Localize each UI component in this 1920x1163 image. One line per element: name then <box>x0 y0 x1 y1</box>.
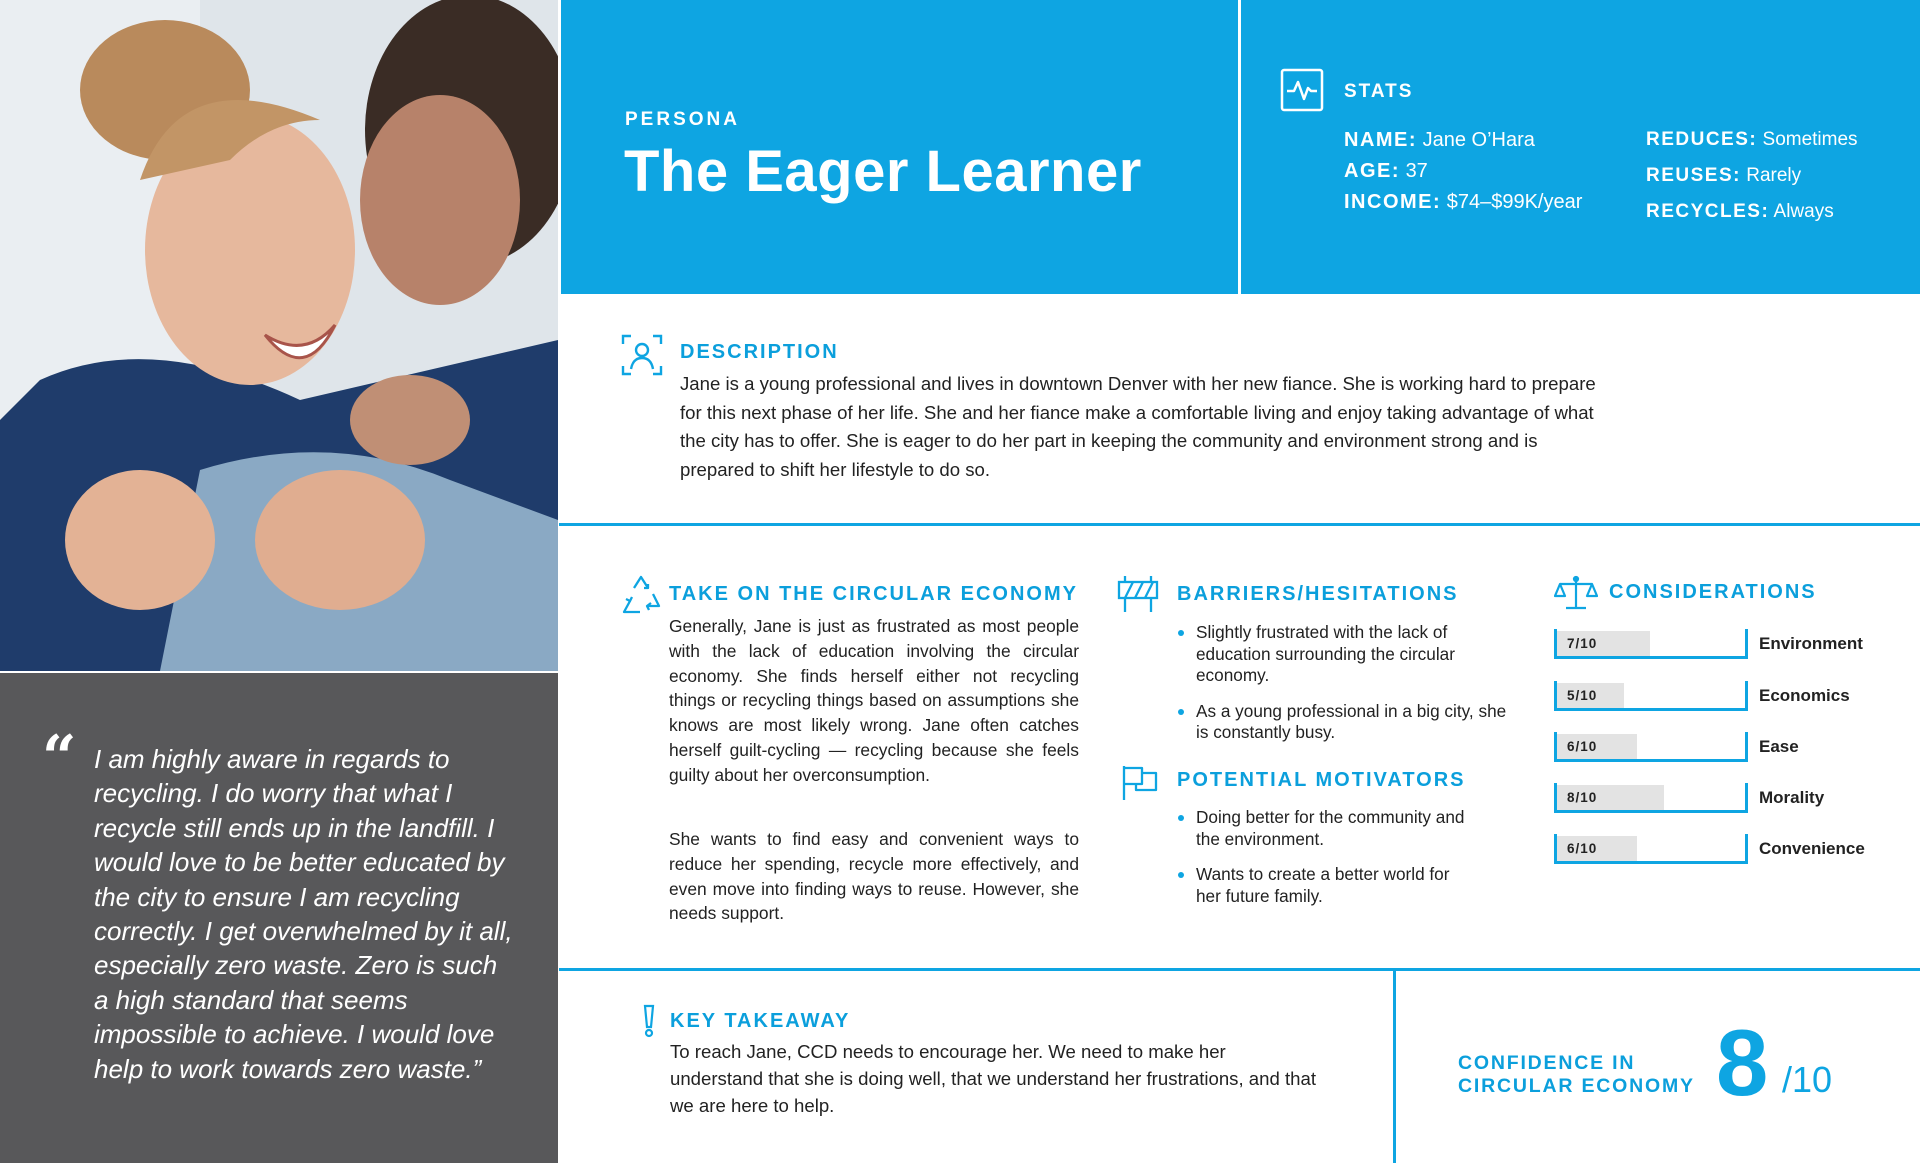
circular-paragraph-2: She wants to find easy and convenient ways to reduce her spending, recycle more effectively, and even move into finding ways to reuse. However, she needs support. <box>669 829 1079 924</box>
consideration-bar-end <box>1745 681 1748 711</box>
flag-icon <box>1120 762 1160 802</box>
stat-age <box>1344 160 1428 183</box>
consideration-score: 7/10 <box>1567 636 1598 651</box>
stat-recycles <box>1646 201 1834 223</box>
persona-title: The Eager Learner <box>624 139 1142 204</box>
consideration-bar <box>1554 681 1748 711</box>
stat-age-label: AGE: <box>1344 160 1400 182</box>
quote-mark-icon: “ <box>42 723 77 793</box>
consideration-bar <box>1554 783 1748 813</box>
considerations-heading: CONSIDERATIONS <box>1609 581 1817 603</box>
persona-photo <box>0 0 558 671</box>
consideration-bar-end <box>1745 732 1748 762</box>
confidence-label-line1: CONFIDENCE IN <box>1458 1052 1636 1074</box>
stat-reuses-value: Rarely <box>1746 165 1802 186</box>
motivators-heading: POTENTIAL MOTIVATORS <box>1177 769 1466 791</box>
exclamation-icon <box>642 1004 656 1038</box>
description-text: Jane is a young professional and lives in downtown Denver with her new fiance. She is working hard to prepare for this next phase of her life. She and her fiance make a comfortable living and enjoy taking advantage of what the city has to offer. She is eager to do her part in keeping the community and environment strong and is prepared to shift her lifestyle to do so. <box>680 373 1596 480</box>
stat-income-label: INCOME: <box>1344 191 1442 213</box>
consideration-label: Economics <box>1759 686 1850 705</box>
confidence-score: 8 <box>1716 1010 1769 1115</box>
motivators-list <box>1176 807 1476 921</box>
circular-heading: TAKE ON THE CIRCULAR ECONOMY <box>669 583 1078 605</box>
consideration-bar-start <box>1554 783 1557 813</box>
stat-income <box>1344 191 1582 214</box>
consideration-bar-end <box>1745 834 1748 864</box>
barrier-item: As a young professional in a big city, she is constantly busy. <box>1176 701 1521 744</box>
consideration-bar <box>1554 732 1748 762</box>
takeaway-text: To reach Jane, CCD needs to encourage her. We need to make her understand that she is doing well, that we understand her frustrations, and that we are here to help. <box>670 1041 1317 1116</box>
stat-recycles-label: RECYCLES: <box>1646 201 1770 222</box>
consideration-score: 6/10 <box>1567 739 1598 754</box>
barrier-icon <box>1117 574 1159 614</box>
consideration-score: 5/10 <box>1567 688 1598 703</box>
stat-name-value: Jane O’Hara <box>1422 129 1535 151</box>
consideration-score: 8/10 <box>1567 790 1598 805</box>
consideration-bar-base <box>1554 759 1748 762</box>
header-divider <box>1238 0 1241 294</box>
barriers-list <box>1176 622 1521 758</box>
stat-name-label: NAME: <box>1344 129 1418 151</box>
section-divider-vertical <box>1393 968 1396 1163</box>
persona-quote: I am highly aware in regards to recycling. I do worry that what I recycle still ends up in the landfill. I would love to be better educated by the city to ensure I am recycling correctly. I get overwhelmed by it all, especially zero waste. Zero is such a high standard that seems impossible to achieve. I would love help to work towards zero waste.” <box>94 744 513 1084</box>
section-divider <box>559 968 1920 971</box>
consideration-score: 6/10 <box>1567 841 1598 856</box>
confidence-denominator: /10 <box>1782 1059 1833 1100</box>
persona-eyebrow: PERSONA <box>625 109 740 130</box>
circular-paragraph-1: Generally, Jane is just as frustrated as most people with the lack of education involving the circular economy. She finds herself either not recycling things or recycling things based on assumptions she knows are most likely wrong. Jane often catches herself guilt-cycling — recycling because she feels guilty about her overconsumption. <box>669 616 1079 785</box>
person-scan-icon <box>621 334 663 376</box>
barrier-item: Slightly frustrated with the lack of education surrounding the circular economy. <box>1176 622 1521 687</box>
consideration-label: Convenience <box>1759 839 1865 858</box>
stat-age-value: 37 <box>1405 160 1428 182</box>
motivator-item: Doing better for the community and the environment. <box>1176 807 1476 850</box>
consideration-bar-base <box>1554 708 1748 711</box>
couple-photo-illustration <box>0 0 558 671</box>
stat-reduces-value: Sometimes <box>1762 129 1858 150</box>
consideration-bar <box>1554 834 1748 864</box>
stat-reuses-label: REUSES: <box>1646 165 1741 186</box>
consideration-bar-end <box>1745 783 1748 813</box>
scales-icon <box>1554 574 1598 610</box>
consideration-bar-start <box>1554 629 1557 659</box>
consideration-label: Environment <box>1759 634 1863 653</box>
stat-reuses <box>1646 165 1801 187</box>
consideration-bar-base <box>1554 810 1748 813</box>
consideration-bar <box>1554 629 1748 659</box>
section-divider <box>559 523 1920 526</box>
confidence-label <box>1458 1052 1695 1097</box>
stat-reduces-label: REDUCES: <box>1646 129 1758 150</box>
activity-monitor-icon <box>1280 68 1324 112</box>
barriers-heading: BARRIERS/HESITATIONS <box>1177 583 1459 605</box>
stat-name <box>1344 129 1535 152</box>
motivator-item: Wants to create a better world for her future family. <box>1176 864 1476 907</box>
consideration-bar-start <box>1554 681 1557 711</box>
stat-recycles-value: Always <box>1773 201 1834 222</box>
consideration-label: Morality <box>1759 788 1825 807</box>
stat-reduces <box>1646 129 1858 151</box>
confidence-label-line2: CIRCULAR ECONOMY <box>1458 1074 1695 1097</box>
consideration-bar-start <box>1554 834 1557 864</box>
takeaway-heading: KEY TAKEAWAY <box>670 1010 851 1032</box>
consideration-bar-end <box>1745 629 1748 659</box>
consideration-bar-base <box>1554 656 1748 659</box>
stats-heading: STATS <box>1344 81 1414 102</box>
consideration-bar-base <box>1554 861 1748 864</box>
stat-income-value: $74–$99K/year <box>1446 191 1583 213</box>
consideration-label: Ease <box>1759 737 1799 756</box>
consideration-bar-start <box>1554 732 1557 762</box>
recycle-icon <box>620 574 662 616</box>
description-heading: DESCRIPTION <box>680 341 839 363</box>
